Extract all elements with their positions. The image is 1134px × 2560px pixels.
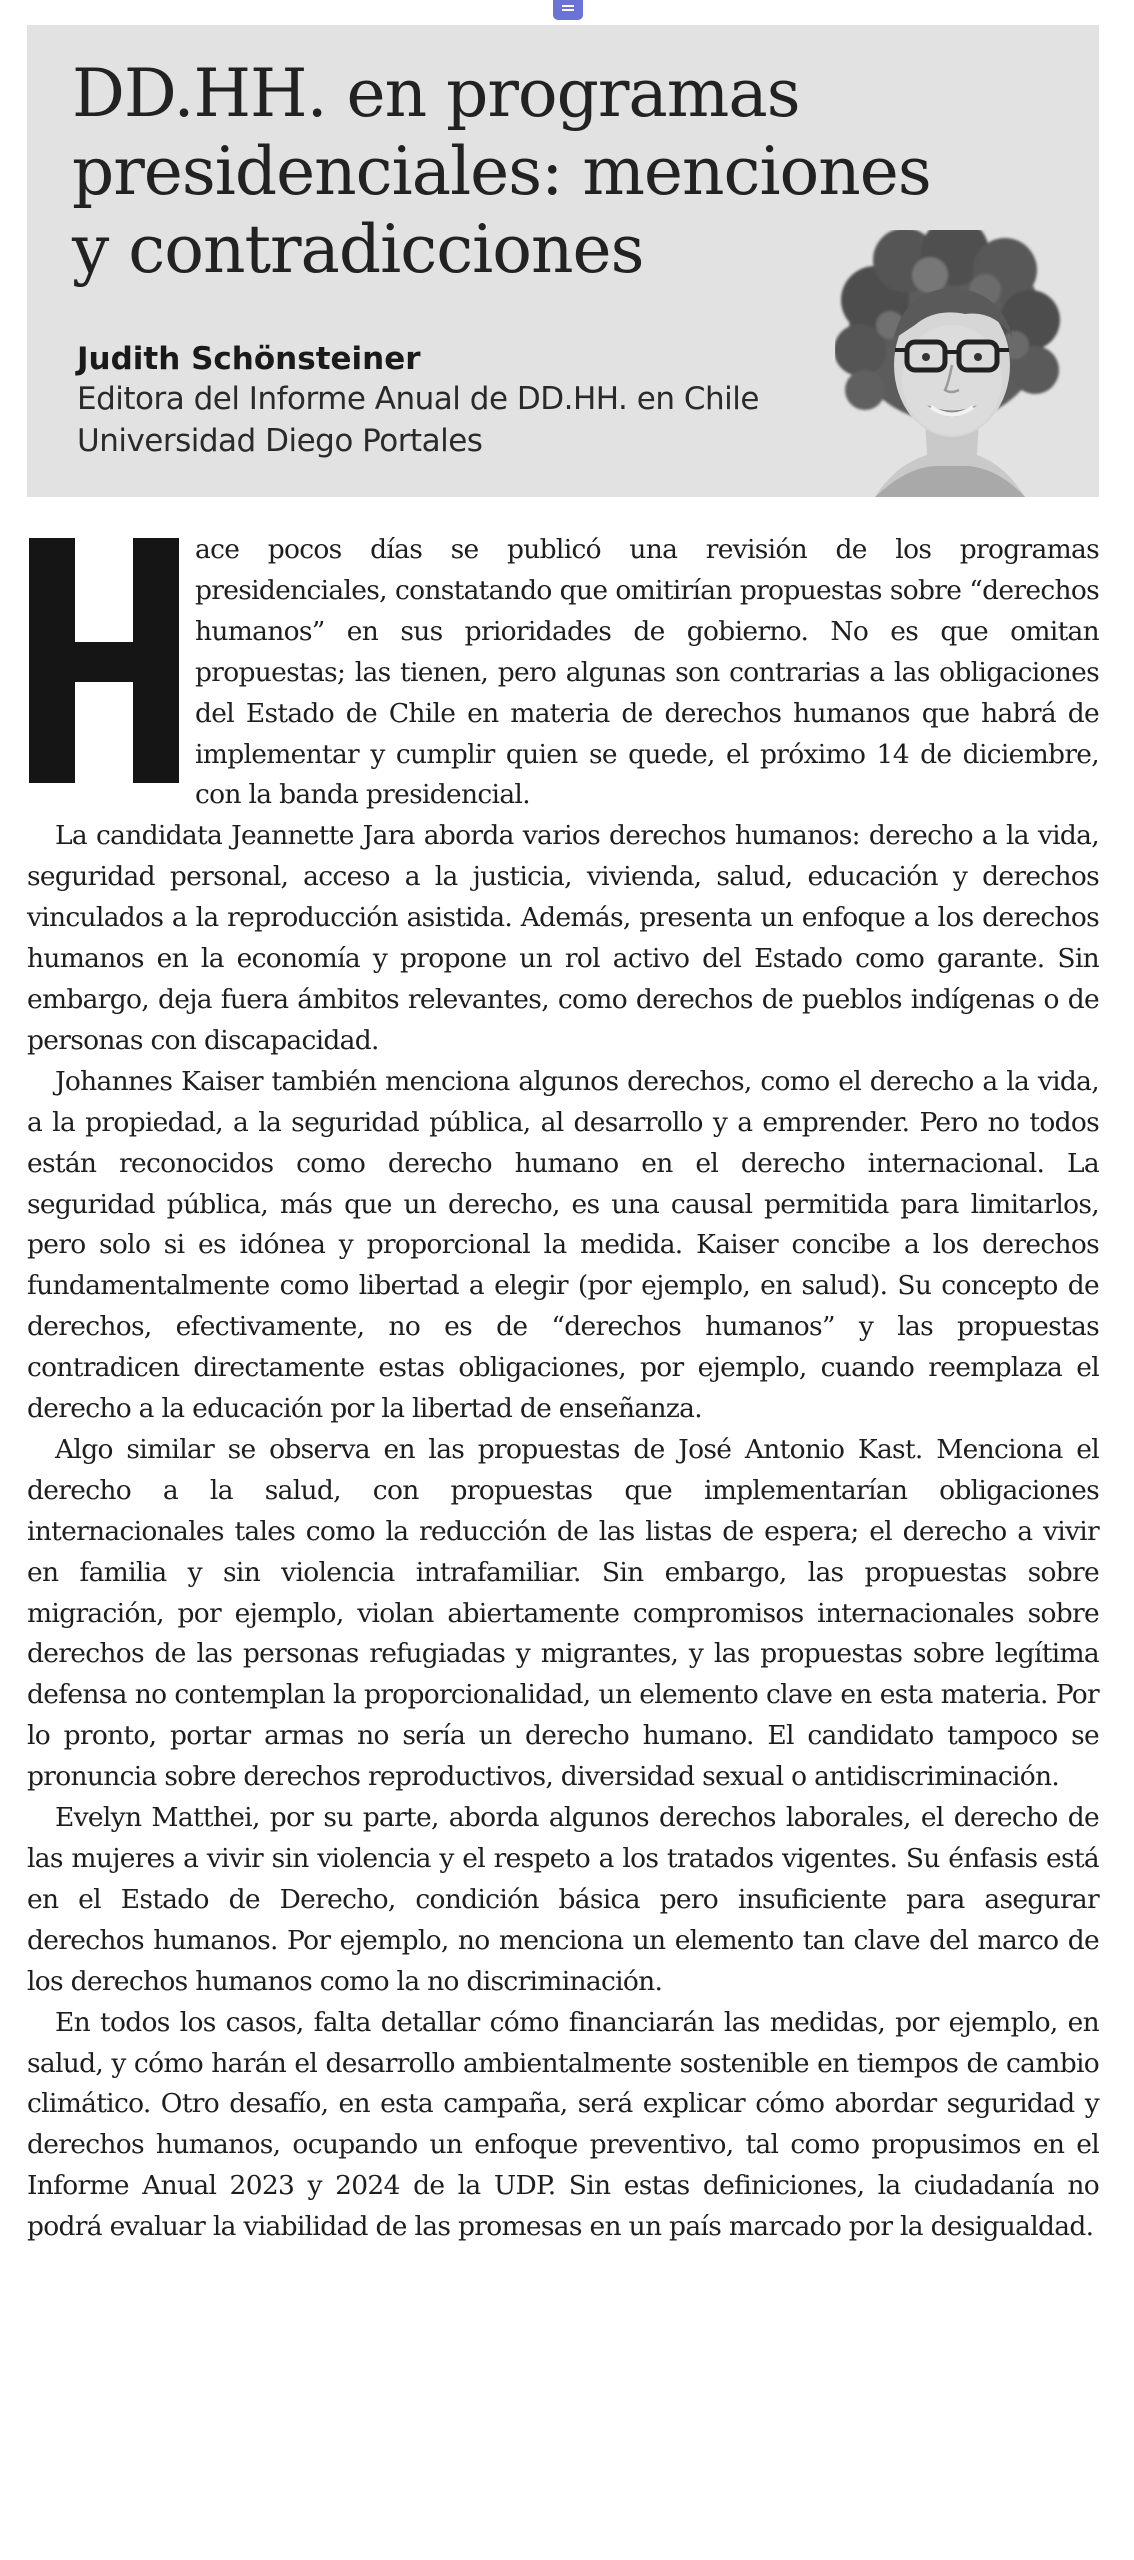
header-box <box>27 25 1099 497</box>
author-portrait <box>835 230 1065 497</box>
article-paragraph-text: ace pocos días se publicó una revisión de los programas presidenciales, constatando que omitirían propuestas sobre “derechos humanos” en sus prioridades de gobierno. No es que omitan propuestas; las tienen, pero algunas son contrarias a las obligaciones del Estado de Chile en materia de derechos humanos que habrá de implementar y cumplir quien se quede, el próximo 14 de diciembre, con la banda presidencial. <box>195 534 1099 811</box>
author-role: Editora del Informe Anual de DD.HH. en Chile <box>77 381 759 417</box>
article-paragraph: Evelyn Matthei, por su parte, aborda algunos derechos laborales, el derecho de las mujeres a vivir sin violencia y el respeto a los tratados vigentes. Su énfasis está en el Estado de Derecho, condición básica pero insuficiente para asegurar derechos humanos. Por ejemplo, no menciona un elemento tan clave del marco de los derechos humanos como la no discriminación. <box>27 1802 1099 1997</box>
page-title: DD.HH. en programas presidenciales: menciones y contradicciones <box>72 55 931 288</box>
article-paragraph: La candidata Jeannette Jara aborda varios derechos humanos: derecho a la vida, seguridad personal, acceso a la justicia, vivienda, salud, educación y derechos vinculados a la reproducción asistida. Además, presenta un enfoque a los derechos humanos en la economía y propone un rol activo del Estado como garante. Sin embargo, deja fuera ámbitos relevantes, como derechos de pueblos indígenas o de personas con discapacidad. <box>27 820 1099 1056</box>
article-paragraph <box>27 530 1099 816</box>
article-paragraph: Johannes Kaiser también menciona algunos derechos, como el derecho a la vida, a la propiedad, a la seguridad pública, al desarrollo y a emprender. Pero no todos están reconocidos como derecho humano en el derecho internacional. La seguridad pública, más que un derecho, es una causal permitida para limitarlos, pero solo si es idónea y proporcional la medida. Kaiser concibe a los derechos fundamentalmente como libertad a elegir (por ejemplo, en salud). Su concepto de derechos, efectivamente, no es de “derechos humanos” y las propuestas contradicen directamente estas obligaciones, por ejemplo, cuando reemplaza el derecho a la educación por la libertad de enseñanza. <box>27 1065 1099 1425</box>
author-name: Judith Schönsteiner <box>77 341 421 377</box>
document-icon[interactable] <box>553 0 583 20</box>
article-paragraph: Algo similar se observa en las propuestas de José Antonio Kast. Menciona el derecho a la salud, con propuestas que implementarían obligaciones internacionales tales como la reducción de las listas de espera; el derecho a vivir en familia y sin violencia intrafamiliar. Sin embargo, las propuestas sobre migración, por ejemplo, violan abiertamente compromisos internacionales sobre derechos de las personas refugiadas y migrantes, y las propuestas sobre legítima defensa no contemplan la proporcionalidad, un elemento clave en esta materia. Por lo pronto, portar armas no sería un derecho humano. El candidato tampoco se pronuncia sobre derechos reproductivos, diversidad sexual o antidiscriminación. <box>27 1433 1099 1793</box>
drop-cap-letter: H <box>103 663 105 664</box>
article-paragraph: En todos los casos, falta detallar cómo financiarán las medidas, por ejemplo, en salud, y cómo harán el desarrollo ambientalmente sostenible en tiempos de cambio climático. Otro desafío, en esta campaña, será explicar cómo abordar seguridad y derechos humanos, ocupando un enfoque preventivo, tal como propusimos en el Informe Anual 2023 y 2024 de la UDP. Sin estas definiciones, la ciudadanía no podrá evaluar la viabilidad de las promesas en un país marcado por la desigualdad. <box>27 2006 1099 2243</box>
author-affiliation: Universidad Diego Portales <box>77 423 483 459</box>
drop-cap <box>27 538 181 783</box>
article-body <box>27 530 1099 2248</box>
